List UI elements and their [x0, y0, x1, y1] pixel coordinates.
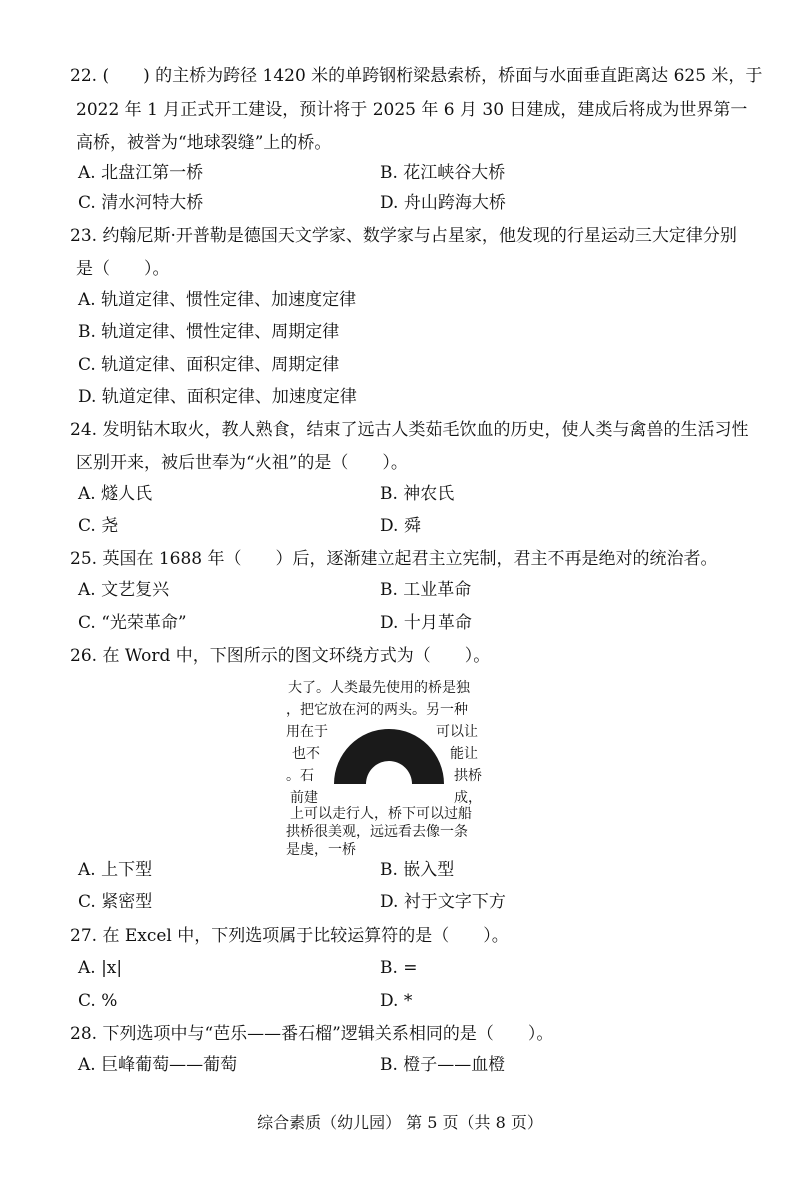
q25-option-a: A. 文艺复兴 [78, 580, 170, 600]
q24-option-a: A. 燧人氏 [78, 484, 153, 504]
q26-option-a: A. 上下型 [78, 860, 153, 880]
q22-option-a: A. 北盘江第一桥 [78, 163, 204, 183]
q24-option-d: D. 舜 [380, 516, 421, 536]
q28-stem-line1: 28. 下列选项中与“芭乐——番石榴”逻辑关系相同的是（ ）。 [70, 1024, 554, 1044]
figure-text-line: 拱桥 [454, 768, 482, 784]
figure-text-line: 是虔，一桥 [286, 842, 356, 858]
text-wrap-figure [286, 678, 504, 858]
figure-text-line: 也不 [292, 746, 320, 762]
q24-stem-line1: 24. 发明钻木取火，教人熟食，结束了远古人类茹毛饮血的历史，使人类与禽兽的生活习性 [70, 420, 749, 440]
q27-option-d: D. * [380, 991, 413, 1011]
q26-option-b: B. 嵌入型 [380, 860, 455, 880]
figure-text-line: 前建 [290, 790, 318, 806]
q25-option-b: B. 工业革命 [380, 580, 472, 600]
q22-option-c: C. 清水河特大桥 [78, 193, 204, 213]
q27-option-b: B. = [380, 958, 418, 978]
q26-option-d: D. 衬于文字下方 [380, 892, 506, 912]
q23-option-c: C. 轨道定律、面积定律、周期定律 [78, 355, 340, 375]
q23-stem-line1: 23. 约翰尼斯·开普勒是德国天文学家、数学家与占星家，他发现的行星运动三大定律分别 [70, 226, 737, 246]
figure-text-line: 上可以走行人，桥下可以过船 [290, 806, 472, 822]
figure-text-line: 可以让 [436, 724, 478, 740]
q23-stem-line2: 是（ ）。 [76, 259, 170, 279]
figure-text-line: 大了。人类最先使用的桥是独 [288, 680, 470, 696]
figure-text-line: 用在于 [286, 724, 328, 740]
figure-text-line: 成， [454, 790, 482, 806]
figure-text-line: ，把它放在河的两头。另一种 [286, 702, 468, 718]
q28-option-a: A. 巨峰葡萄——葡萄 [78, 1055, 238, 1075]
q23-option-a: A. 轨道定律、惯性定律、加速度定律 [78, 290, 357, 310]
q25-stem-line1: 25. 英国在 1688 年（ ）后，逐渐建立起君主立宪制，君主不再是绝对的统治者。 [70, 549, 718, 569]
q23-option-b: B. 轨道定律、惯性定律、周期定律 [78, 322, 340, 342]
arch-bridge-shape [332, 726, 446, 786]
q24-stem-line2: 区别开来，被后世奉为“火祖”的是（ ）。 [76, 453, 408, 473]
q25-option-c: C. “光荣革命” [78, 613, 187, 633]
q26-stem-line1: 26. 在 Word 中，下图所示的图文环绕方式为（ ）。 [70, 646, 491, 666]
q28-option-b: B. 橙子——血橙 [380, 1055, 506, 1075]
q22-stem-line1: 22. ( ) 的主桥为跨径 1420 米的单跨钢桁梁悬索桥，桥面与水面垂直距离达 625 米，于 [70, 66, 763, 86]
q27-option-a: A. |x| [78, 958, 123, 978]
q26-option-c: C. 紧密型 [78, 892, 153, 912]
figure-text-line: 。石 [286, 768, 314, 784]
q24-option-b: B. 神农氏 [380, 484, 455, 504]
q22-option-b: B. 花江峡谷大桥 [380, 163, 506, 183]
figure-text-line: 拱桥很美观，远远看去像一条 [286, 824, 468, 840]
q27-stem-line1: 27. 在 Excel 中，下列选项属于比较运算符的是（ ）。 [70, 926, 509, 946]
q22-stem-line3: 高桥，被誉为“地球裂缝”上的桥。 [76, 133, 332, 153]
q22-stem-line2: 2022 年 1 月正式开工建设，预计将于 2025 年 6 月 30 日建成，建成后将成为世界第一 [76, 100, 748, 120]
q24-option-c: C. 尧 [78, 516, 119, 536]
q25-option-d: D. 十月革命 [380, 613, 472, 633]
page-footer: 综合素质（幼儿园） 第 5 页（共 8 页） [257, 1113, 543, 1132]
figure-text-line: 能让 [450, 746, 478, 762]
q27-option-c: C. % [78, 991, 118, 1011]
q22-option-d: D. 舟山跨海大桥 [380, 193, 506, 213]
q23-option-d: D. 轨道定律、面积定律、加速度定律 [78, 387, 357, 407]
